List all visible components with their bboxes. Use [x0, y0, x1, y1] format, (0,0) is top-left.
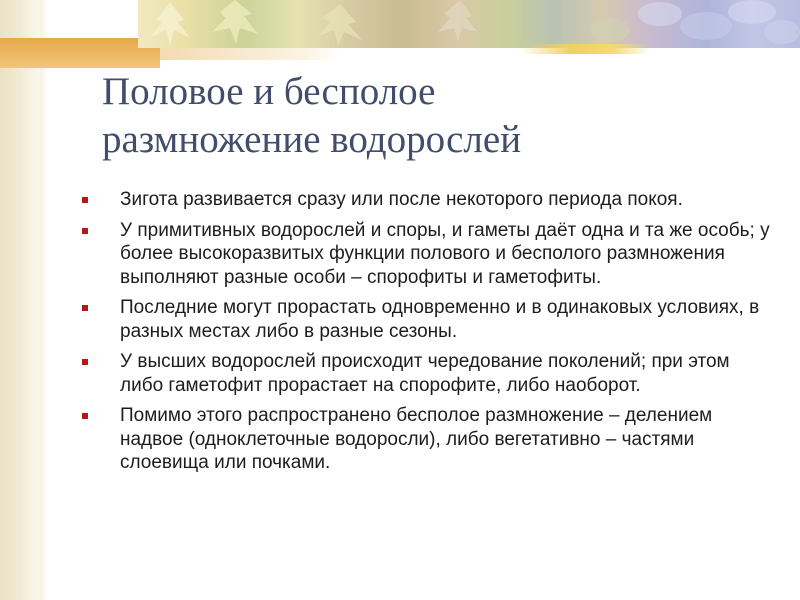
- bullet-text: Последние могут прорастать одновременно и в одинаковых условиях, в разных местах либо в разные сезоны.: [120, 297, 760, 342]
- bullet-item: [80, 188, 770, 212]
- bullet-item: [80, 296, 770, 343]
- yellow-decor-streak: [520, 44, 650, 54]
- bullet-item: [80, 404, 770, 475]
- bullet-square-icon: [82, 359, 88, 365]
- orange-decor-band: [0, 38, 160, 68]
- bullet-square-icon: [82, 197, 88, 203]
- bullet-text: У высших водорослей происходит чередование поколений; при этом либо гаметофит прорастает на спорофите, либо наоборот.: [120, 351, 730, 396]
- bullet-list: [80, 188, 770, 482]
- left-decor-band-edge: [40, 0, 48, 600]
- bullet-text: Помимо этого распространено бесполое размножение – делением надвое (одноклеточные водоросли), либо вегетативно – частями слоевища или почками.: [120, 405, 713, 473]
- bullet-square-icon: [82, 228, 88, 234]
- bullet-square-icon: [82, 413, 88, 419]
- bullet-text: У примитивных водорослей и споры, и гаметы даёт одна и та же особь; у более высокоразвитых функции полового и бесполого размножения выполняют разные особи – спорофиты и гаметофиты.: [120, 219, 770, 288]
- bullet-square-icon: [82, 305, 88, 311]
- bullet-item: [80, 350, 770, 397]
- slide-title-line-1: Половое и бесполое: [102, 70, 436, 113]
- left-decor-band: [0, 0, 40, 600]
- slide-title: [102, 68, 762, 164]
- leaf-decor-image: [140, 0, 800, 50]
- slide-title-line-2: размножение водорослей: [102, 118, 522, 161]
- bullet-text: Зигота развивается сразу или после некоторого периода покоя.: [120, 189, 683, 210]
- bullet-item: [80, 219, 770, 290]
